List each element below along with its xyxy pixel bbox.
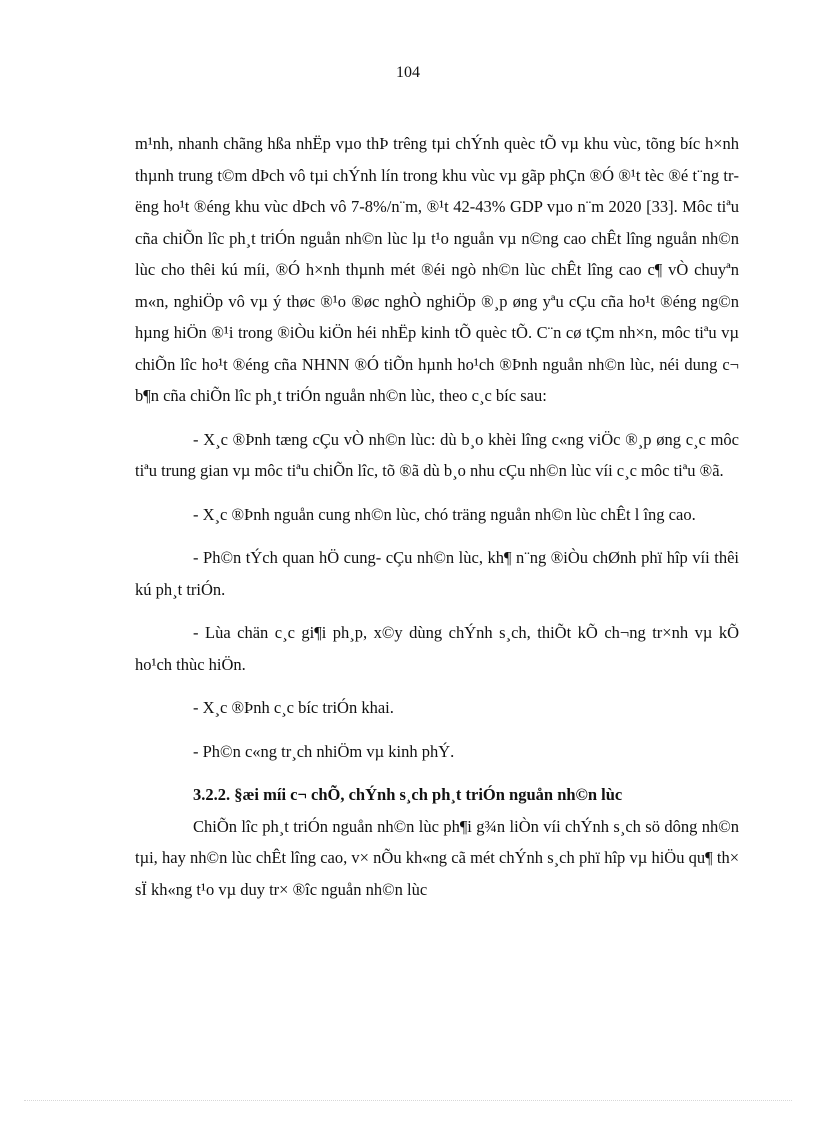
list-item: - Ph©n c«ng tr¸ch nhiÖm vµ kinh phÝ. (193, 741, 455, 761)
page-number: 104 (396, 64, 420, 81)
list-item: - Ph©n tÝch quan hÖ cung- cÇu nh©n lùc, kh¶ n¨ng ®iÒu chØnh phï hîp víi thêi kú ph¸t triÓn. (135, 548, 739, 599)
list-item: - X¸c ®Þnh tæng cÇu vÒ nh©n lùc: dù b¸o khèi lîng c«ng viÖc ®¸p øng c¸c môc tiªu trung gian vµ môc tiªu chiÕn lîc, tõ ®ã dù b¸o nhu cÇu nh©n lùc víi c¸c môc tiªu ®ã. (135, 429, 739, 480)
paragraph-intro: m¹nh, nhanh chãng hßa nhËp vµo thÞ trêng tµi chÝnh quèc tÕ vµ khu vùc, tõng bíc h×nh thµnh trung t©m dÞch vô tµi chÝnh lín trong khu vùc vµ gãp phÇn ®Ó ®¹t tèc ®é t¨ng trëng ho¹t ®éng khu vùc dÞch vô 7-8%/n¨m, ®¹t 42-43% GDP vµo n¨m 2020 [33]. Môc tiªu cña chiÕn lîc ph¸t triÓn nguån nh©n lùc lµ t¹o nguån vµ n©ng cao chÊt lîng nguån nh©n lùc cho thêi kú míi, ®Ó h×nh thµnh mét ®éi ngò nh©n lùc chÊt lîng cao c¶ vÒ chuyªn m«n, nghiÖp vô vµ ý thøc ®¹o ®øc nghÒ nghiÖp ®¸p øng yªu cÇu cña ho¹t ®éng ng©n hµng hiÖn ®¹i trong ®iÒu kiÖn héi nhËp kinh tÕ quèc tÕ. C¨n cø tÇm nh×n, môc tiªu vµ chiÕn lîc ho¹t ®éng cña NHNN ®Ó tiÕn hµnh ho¹ch ®Þnh nguån nh©n lùc, néi dung c¬ b¶n cña chiÕn lîc ph¸t triÓn nguån nh©n lùc, theo c¸c bíc sau: (135, 134, 739, 405)
document-body (135, 128, 739, 905)
paragraph-closing: ChiÕn lîc ph¸t triÓn nguån nh©n lùc ph¶i g¾n liÒn víi chÝnh s¸ch sö dông nh©n tµi, hay nh©n lùc chÊt lîng cao, v× nÕu kh«ng cã mét chÝnh s¸ch phï hîp vµ hiÖu qu¶ th× sÏ kh«ng t¹o vµ duy tr× ®îc nguån nh©n lùc (135, 816, 739, 899)
list-item: - X¸c ®Þnh nguån cung nh©n lùc, chó träng nguån nh©n lùc chÊt l îng cao. (193, 504, 696, 524)
list-item: - X¸c ®Þnh c¸c bíc triÓn khai. (193, 698, 394, 717)
section-heading: 3.2.2. §æi míi c¬ chÕ, chÝnh s¸ch ph¸t triÓn nguån nh©n lùc (193, 785, 623, 804)
list-item: - Lùa chän c¸c gi¶i ph¸p, x©y dùng chÝnh s¸ch, thiÕt kÕ ch¬ng tr×nh vµ kÕ ho¹ch thùc hiÖn. (135, 623, 739, 674)
page-bottom-divider (24, 1100, 792, 1101)
